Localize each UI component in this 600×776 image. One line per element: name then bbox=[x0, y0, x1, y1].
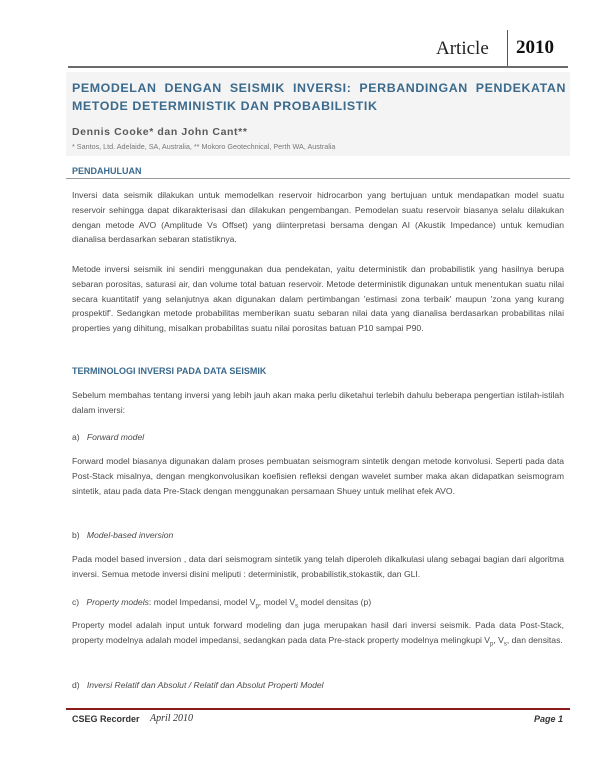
list-item-label: a) bbox=[72, 432, 80, 442]
list-item-title: Forward model bbox=[86, 432, 145, 442]
footer-date: April 2010 bbox=[150, 713, 194, 724]
section-heading-intro: PENDAHULUAN bbox=[72, 166, 142, 176]
footer-rule bbox=[66, 708, 570, 710]
paragraph-terminology: Sebelum membahas tentang inversi yang lebih jauh akan maka perlu diketahui terlebih dahulu beberapa pengertian istilah-istilah dalam inversi: bbox=[72, 390, 564, 415]
header-year: 2010 bbox=[516, 37, 554, 58]
affiliation: * Santos, Ltd. Adelaide, SA, Australia, ** Mokoro Geotechnical, Perth WA, Australia bbox=[72, 142, 336, 151]
list-item-b bbox=[72, 530, 564, 540]
footer-journal: CSEG Recorder bbox=[72, 714, 140, 724]
paragraph-forward-model: Forward model biasanya digunakan dalam proses pembuatan seismogram sintetik dengan metode konvolusi. Seperti pada data Post-Stack misalnya, dengan mengkonvolusikan koefisien refleksi dengan wavelet sumber maka akan didapatkan seismogram sintetik, atau pada data Pre-Stack dengan menggunakan persamaan Shuey untuk melihat efek AVO. bbox=[72, 456, 564, 496]
list-item-label: d) bbox=[72, 680, 80, 690]
list-item-a bbox=[72, 432, 564, 442]
header-rule bbox=[68, 66, 568, 68]
paragraph-model-based: Pada model based inversion , data dari seismogram sintetik yang telah diperoleh dikalkulasi ulang sebagai bagian dari algoritma inversi. Semua metode inversi disini meliputi : deterministik, probabilistik,stokastik, dan GLI. bbox=[72, 554, 564, 579]
list-item-title: Property models bbox=[86, 597, 149, 607]
authors: Dennis Cooke* dan John Cant** bbox=[72, 126, 248, 138]
list-item-d bbox=[72, 680, 564, 690]
list-item-label: c) bbox=[72, 597, 80, 607]
footer-page-number: Page 1 bbox=[534, 714, 564, 724]
list-item-c: c) Property models: model Impedansi, model $V_p$, model $V_s$ model densitas (p) bbox=[72, 597, 372, 610]
section-rule bbox=[66, 178, 570, 179]
list-item-title: Inversi Relatif dan Absolut / Relatif dan Absolut Properti Model bbox=[86, 680, 324, 690]
list-item-title: Model-based inversion bbox=[86, 530, 174, 540]
paragraph-intro-1: Inversi data seismik dilakukan untuk memodelkan reservoir hidrocarbon yang bertujuan untuk mendapatkan model suatu reservoir sehingga dapat dikarakterisasi dan dilakukan pengembangan. Pemodelan suatu reservoir biasanya selalu dilakukan dengan metode AVO (Amplitude Vs Offset) yang diinterpretasi bersama dengan AI (Akustik Impedance) untuk kemudian dianalisa berdasarkan sebaran statistiknya. bbox=[72, 190, 564, 245]
list-item-label: b) bbox=[72, 530, 80, 540]
paragraph-intro-2: Metode inversi seismik ini sendiri menggunakan dua pendekatan, yaitu deterministik dan probabilistik yang hasilnya berupa sebaran porositas, saturasi air, dan volume total batuan reservoir. Metode deterministik digunakan untuk menentukan suatu nilai secara kuantitatif yang selanjutnya akan digunakan dalam pertimbangan 'estimasi zona terbaik' maupun 'zona yang kurang prospektif'. Sedangkan metode probabilitas memberikan suatu sebaran nilai data yang dianalisa berdasarkan probabilitas nilai properties yang dihitung, misalkan probabilitas suatu nilai porositas batuan P10 sampai P90. bbox=[72, 264, 564, 334]
header-divider bbox=[507, 30, 508, 68]
section-heading-terminology: TERMINOLOGI INVERSI PADA DATA SEISMIK bbox=[72, 366, 267, 376]
paragraph-property-models: Property model adalah input untuk forward modeling dan juga merupakan hasil dari inversi seismik. Pada data Post-Stack, property modelnya adalah model impedansi, sedangkan pada data Pre-stack property modelnya melingkupi $V_p$, $V_s$, dan densitas. bbox=[72, 620, 564, 648]
article-title: PEMODELAN DENGAN SEISMIK INVERSI: PERBANDINGAN PENDEKATAN METODE DETERMINISTIK DAN PROBABILISTIK bbox=[72, 81, 566, 113]
header-article-label: Article bbox=[436, 38, 489, 59]
